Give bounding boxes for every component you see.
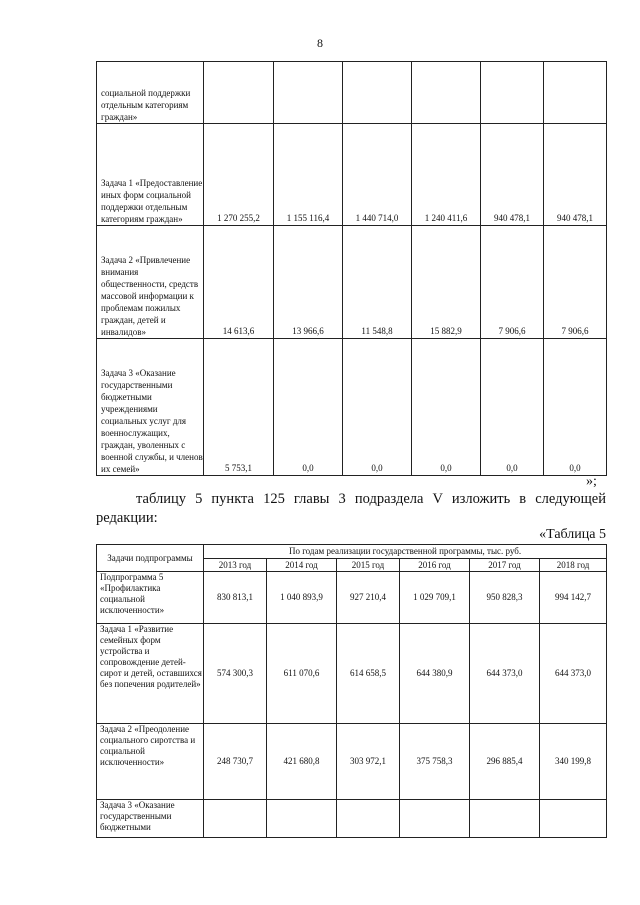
value-cell (267, 800, 337, 838)
table-row (97, 800, 607, 838)
value-cell: 340 199,8 (540, 724, 607, 800)
task-name-cell: Задача 3 «Оказание государственными бюджетными (97, 800, 204, 838)
value-cell: 1 440 714,0 (343, 124, 412, 226)
value-cell: 994 142,7 (540, 572, 607, 624)
value-cell: 0,0 (412, 339, 481, 476)
value-cell (481, 62, 544, 124)
value-cell: 375 758,3 (400, 724, 470, 800)
value-cell: 13 966,6 (274, 226, 343, 339)
value-cell (400, 800, 470, 838)
value-cell: 574 300,3 (204, 624, 267, 724)
value-cell: 0,0 (343, 339, 412, 476)
value-cell: 5 753,1 (204, 339, 274, 476)
value-cell (204, 800, 267, 838)
subprogram-4-table-continuation (96, 61, 607, 476)
table-row (97, 124, 607, 226)
value-cell: 940 478,1 (544, 124, 607, 226)
value-cell: 1 029 709,1 (400, 572, 470, 624)
value-cell: 614 658,5 (337, 624, 400, 724)
page-number: 8 (317, 36, 323, 50)
table-row (97, 226, 607, 339)
value-cell: 14 613,6 (204, 226, 274, 339)
value-cell (470, 800, 540, 838)
value-cell: 940 478,1 (481, 124, 544, 226)
value-cell: 248 730,7 (204, 724, 267, 800)
value-cell (343, 62, 412, 124)
value-cell: 644 373,0 (470, 624, 540, 724)
value-cell: 0,0 (274, 339, 343, 476)
value-cell: 303 972,1 (337, 724, 400, 800)
task-name-cell: социальной поддержки отдельным категориям граждан» (97, 62, 204, 124)
value-cell: 296 885,4 (470, 724, 540, 800)
task-name-cell: Задача 1 «Развитие семейных форм устройства и сопровождение детей-сирот и детей, оставшихся без попечения родителей» (97, 624, 204, 724)
value-cell: 830 813,1 (204, 572, 267, 624)
header-year: 2014 год (267, 559, 337, 572)
header-year: 2013 год (204, 559, 267, 572)
value-cell: 7 906,6 (481, 226, 544, 339)
table-row (97, 624, 607, 724)
value-cell: 1 240 411,6 (412, 124, 481, 226)
table-row (97, 724, 607, 800)
value-cell: 15 882,9 (412, 226, 481, 339)
header-year: 2016 год (400, 559, 470, 572)
paragraph-line: таблицу 5 пункта 125 главы 3 подраздела V изложить в следующей (136, 491, 606, 507)
value-cell: 927 210,4 (337, 572, 400, 624)
task-name-cell: Задача 2 «Привлечение внимания общественности, средств массовой информации к проблемам пожилых граждан, детей и инвалидов» (97, 226, 204, 339)
value-cell (274, 62, 343, 124)
value-cell (337, 800, 400, 838)
task-name-cell: Подпрограмма 5 «Профилактика социальной исключенности» (97, 572, 204, 624)
table-5 (96, 544, 607, 838)
value-cell: 0,0 (544, 339, 607, 476)
value-cell: 421 680,8 (267, 724, 337, 800)
table-row (97, 62, 607, 124)
value-cell: 644 380,9 (400, 624, 470, 724)
table-header-row (97, 545, 607, 559)
header-years-group: По годам реализации государственной программы, тыс. руб. (204, 545, 607, 559)
value-cell (204, 62, 274, 124)
value-cell (544, 62, 607, 124)
header-task: Задачи подпрограммы (97, 545, 204, 572)
table-row (97, 339, 607, 476)
value-cell: 950 828,3 (470, 572, 540, 624)
value-cell: 1 270 255,2 (204, 124, 274, 226)
value-cell: 1 040 893,9 (267, 572, 337, 624)
closing-quote: »; (586, 474, 597, 489)
task-name-cell: Задача 3 «Оказание государственными бюджетными учреждениями социальных услуг для военнослужащих, граждан, уволенных с военной службы, и членов их семей» (97, 339, 204, 476)
table-row (97, 572, 607, 624)
value-cell (412, 62, 481, 124)
value-cell: 644 373,0 (540, 624, 607, 724)
value-cell: 11 548,8 (343, 226, 412, 339)
header-year: 2018 год (540, 559, 607, 572)
value-cell (540, 800, 607, 838)
task-name-cell: Задача 2 «Преодоление социального сиротства и социальной исключенности» (97, 724, 204, 800)
paragraph-line: редакции: (96, 510, 158, 526)
value-cell: 7 906,6 (544, 226, 607, 339)
value-cell: 1 155 116,4 (274, 124, 343, 226)
header-year: 2015 год (337, 559, 400, 572)
value-cell: 0,0 (481, 339, 544, 476)
amendment-paragraph (96, 490, 606, 528)
header-year: 2017 год (470, 559, 540, 572)
task-name-cell: Задача 1 «Предоставление иных форм социальной поддержки отдельным категориям граждан» (97, 124, 204, 226)
table-title: «Таблица 5 (539, 527, 606, 542)
value-cell: 611 070,6 (267, 624, 337, 724)
